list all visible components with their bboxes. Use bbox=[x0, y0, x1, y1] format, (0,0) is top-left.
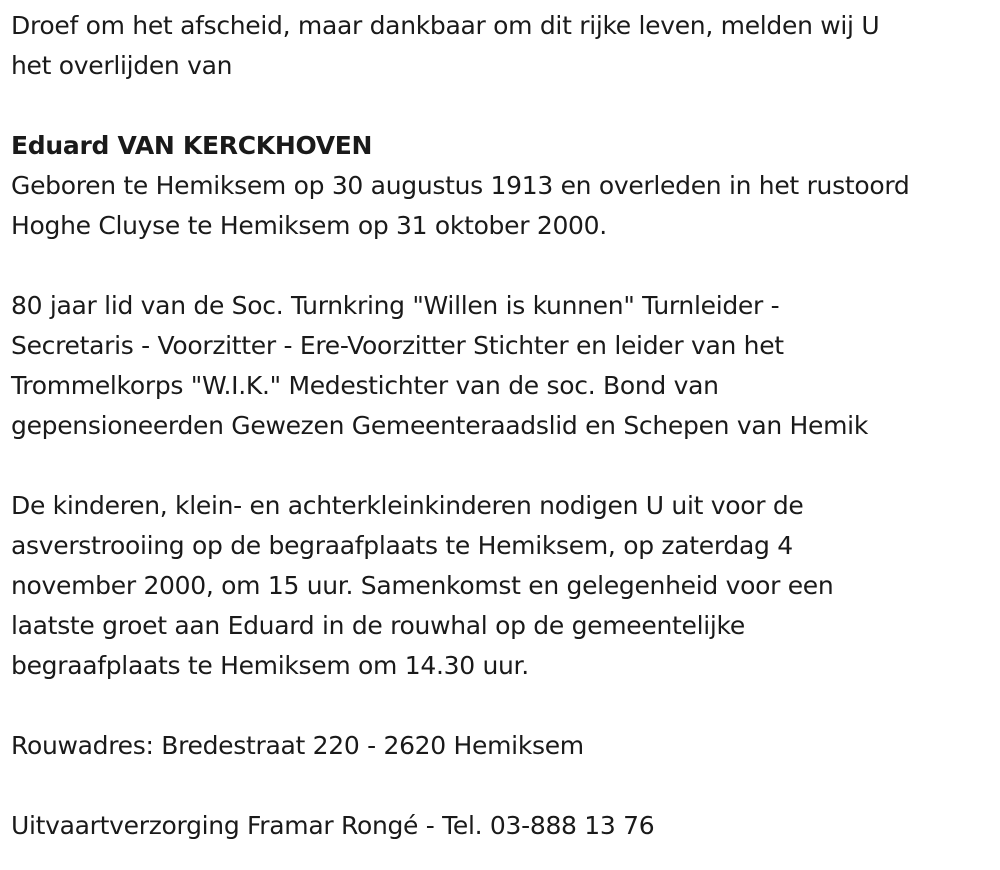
biography-paragraph: 80 jaar lid van de Soc. Turnkring "Willen is kunnen" Turnleider - Secretaris - Voorzitter - Ere-Voorzitter Stichter en leider van het Trommelkorps "W.I.K." Medestichter van de soc. Bond van gepensioneerden Gewezen Gemeenteraadslid en Schepen van Hemik bbox=[11, 291, 869, 440]
birth-death-paragraph: Geboren te Hemiksem op 30 augustus 1913 en overleden in het rustoord Hoghe Cluyse te Hemiksem op 31 oktober 2000. bbox=[11, 171, 910, 240]
obituary-document bbox=[11, 6, 996, 846]
funeral-home-contact: Uitvaartverzorging Framar Rongé - Tel. 03-888 13 76 bbox=[11, 811, 655, 840]
invitation-paragraph: De kinderen, klein- en achterkleinkinderen nodigen U uit voor de asverstrooiing op de begraafplaats te Hemiksem, op zaterdag 4 november 2000, om 15 uur. Samenkomst en gelegenheid voor een laatste groet aan Eduard in de rouwhal op de gemeentelijke begraafplaats te Hemiksem om 14.30 uur. bbox=[11, 491, 834, 680]
intro-paragraph: Droef om het afscheid, maar dankbaar om dit rijke leven, melden wij U het overlijden van bbox=[11, 11, 880, 80]
mourning-address: Rouwadres: Bredestraat 220 - 2620 Hemiksem bbox=[11, 731, 584, 760]
deceased-name: Eduard VAN KERCKHOVEN bbox=[11, 131, 373, 160]
